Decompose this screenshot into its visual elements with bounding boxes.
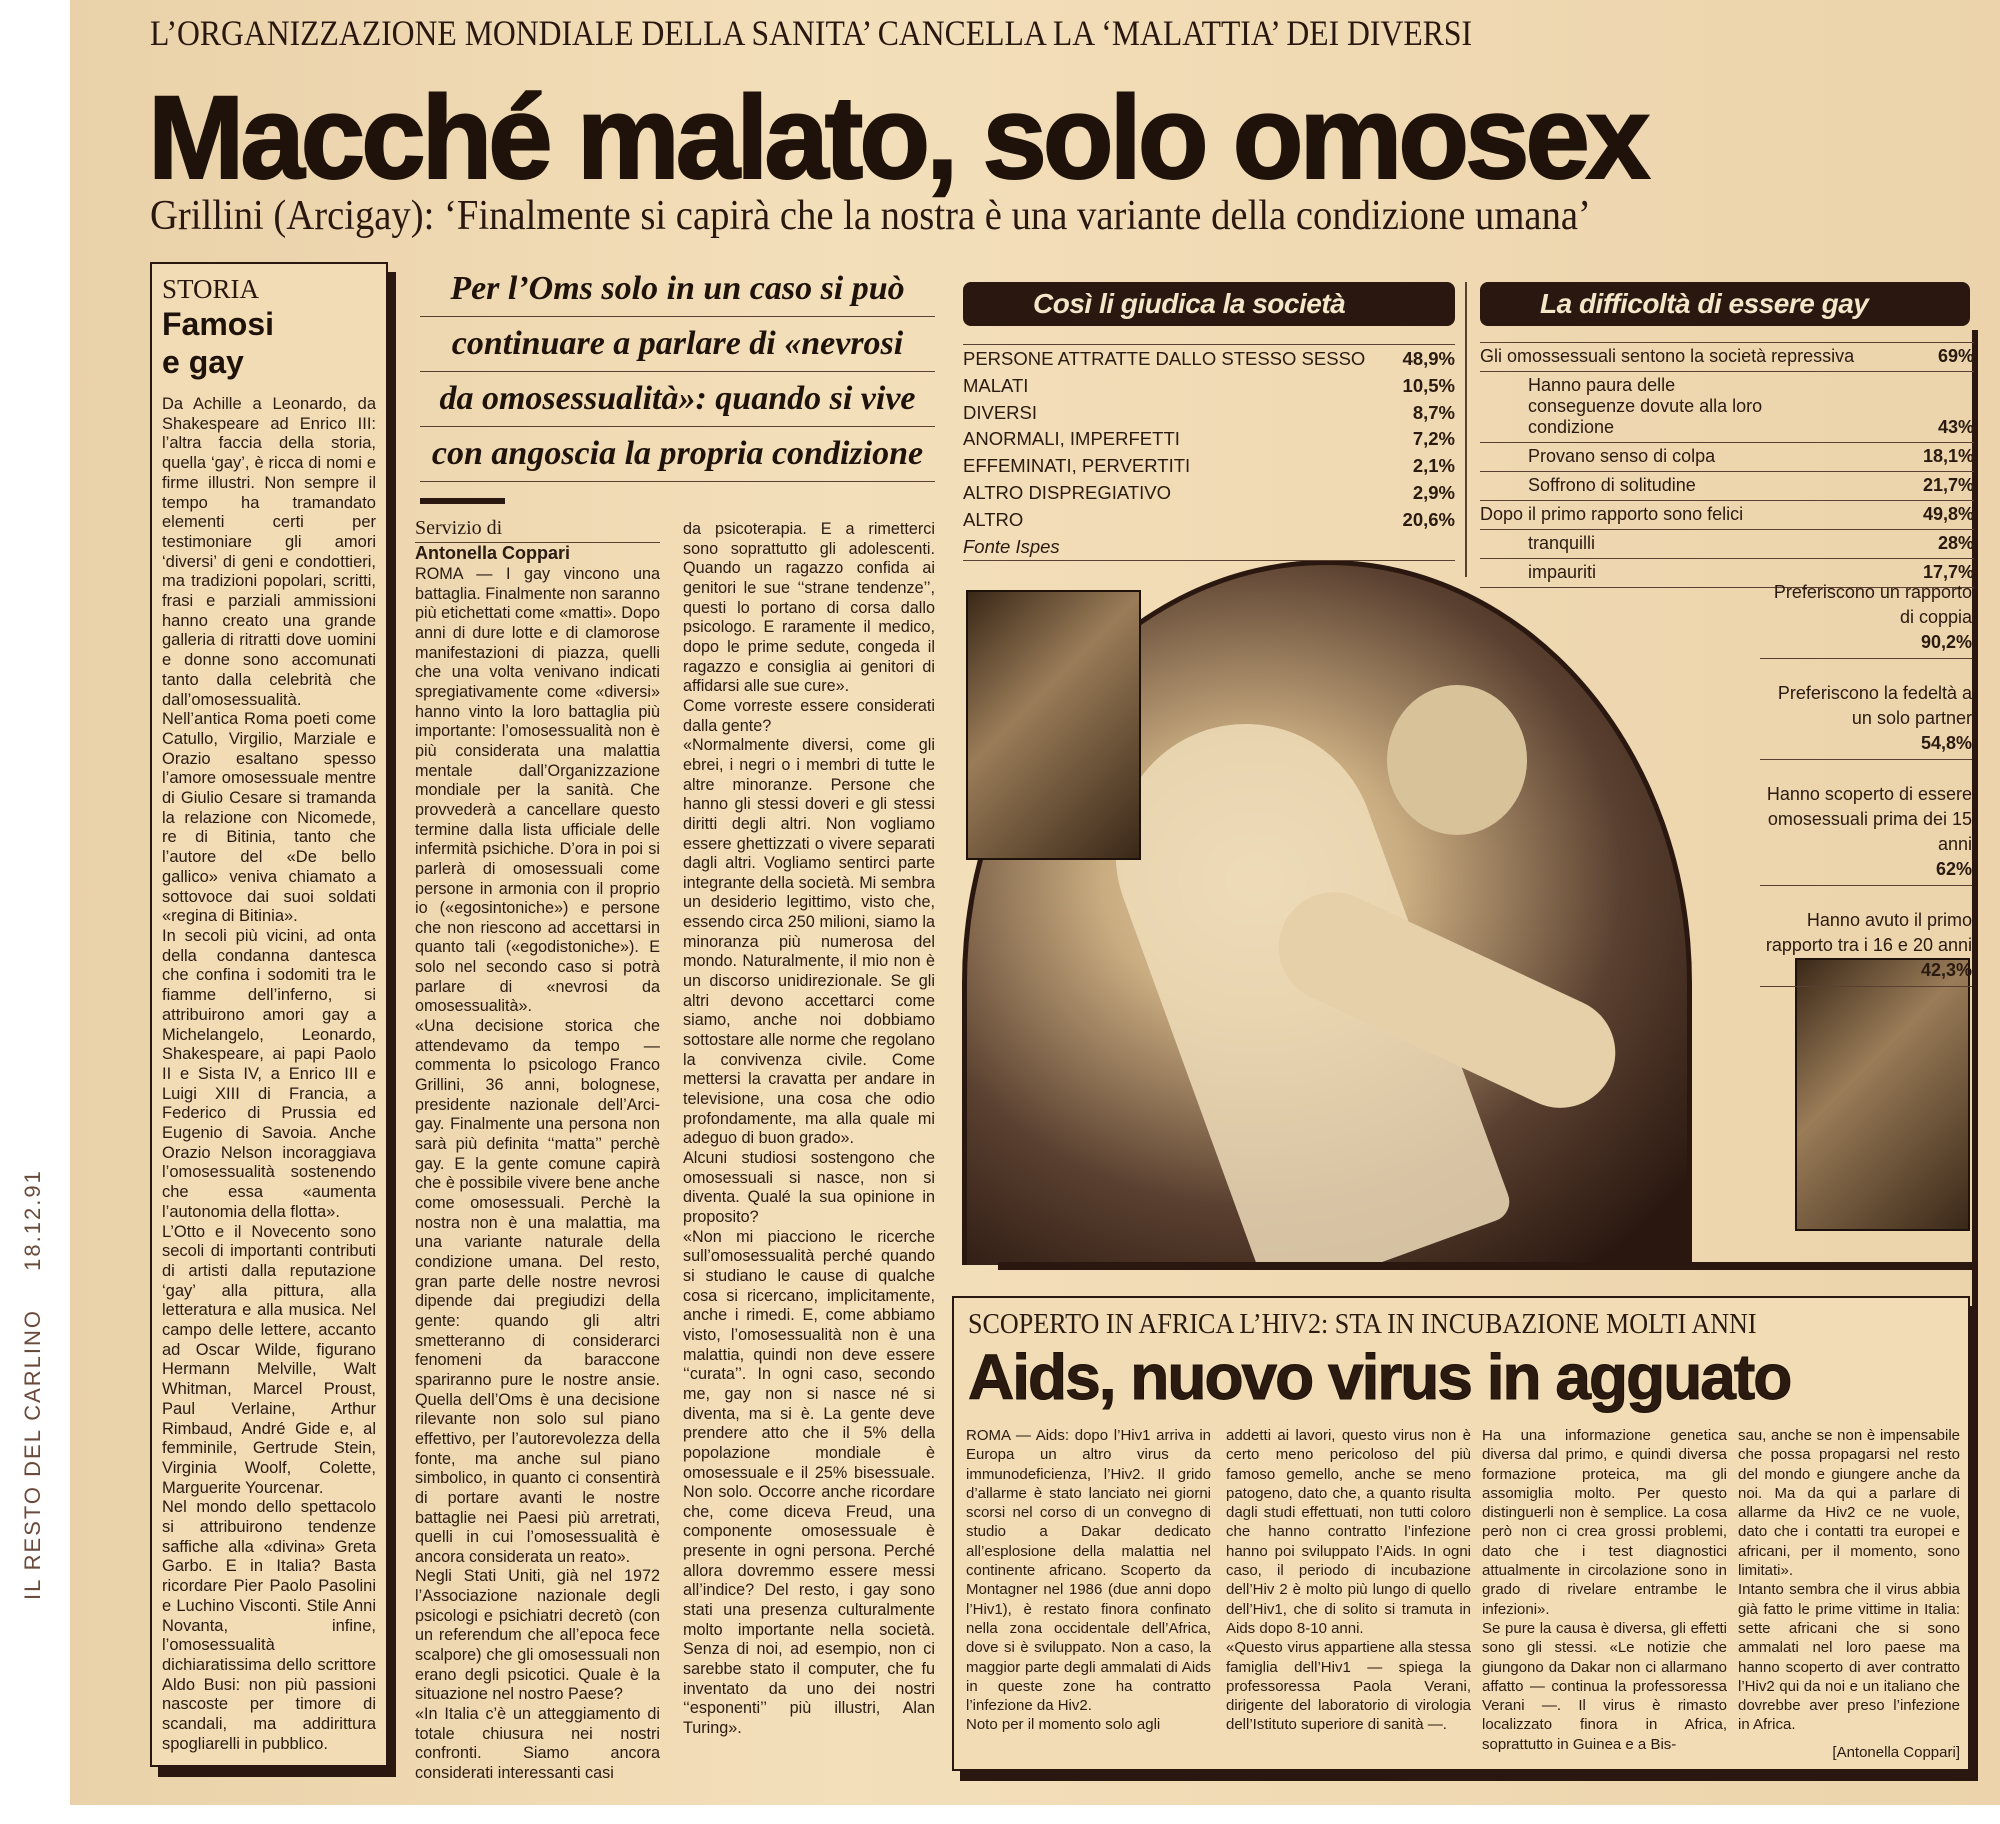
row-label: Soffrono di solitudine: [1528, 475, 1696, 495]
deck-line: continuare a parlare di «nevrosi: [420, 317, 935, 372]
sidebar-box-famosi-e-gay: [150, 262, 388, 1767]
table-row: [1480, 530, 1974, 559]
row-label: ALTRO DISPREGIATIVO: [963, 481, 1171, 503]
article-paragraph: «Normalmente diversi, come gli ebrei, i negri o i membri di tutte le altre minoranze. Persone che hanno gli stessi doveri e gli stessi diritti degli altri. Non vogliamo essere ghettizzati o vivere separati dagli altri. Vogliamo sentirci parte integrante della società. Mi sembra un desiderio legittimo, visto che, essendo circa 250 milioni, siamo la minoranza più numerosa del mondo. Naturalmente, il mio non è un discorso unidirezionale. Se gli altri devono accettarci come siamo, anche noi dobbiamo sottostare alle norme che regolano la convivenza civile. Come mettersi la cravatta per andare in televisione, una cosa che odio profondamente, ma alla quale mi adeguo di buon grado».: [683, 736, 935, 1148]
sidebar-paragraph: In secoli più vicini, ad onta della condanna dantesca che confina i sodomiti tra le fiamme dell’inferno, si attribuirono amori gay a Michelangelo, Leonardo, Shakespeare, ai papi Paolo II e Sista IV, a Enrico III e Luigi XIII di Francia, a Federico di Prussia ed Eugenio di Savoia. Anche Orazio Nelson incoraggiava l’omosessualità sostenendo che essa «aumenta l’autonomia della flotta».: [162, 926, 376, 1221]
sidebar-body: [162, 395, 376, 1755]
aids-kicker: SCOPERTO IN AFRICA L’HIV2: STA IN INCUBAZIONE MOLTI ANNI: [968, 1308, 1757, 1340]
article-deck: [420, 262, 935, 504]
stat-value: 42,3%: [1760, 958, 1972, 987]
table-row: [963, 399, 1455, 426]
row-value: 10,5%: [1402, 374, 1455, 396]
table-row: [1480, 472, 1974, 501]
row-label: DIVERSI: [963, 401, 1038, 423]
article-column-2: [683, 520, 935, 1739]
handwritten-margin-note: [20, 200, 50, 1600]
table-row: [963, 345, 1455, 372]
row-value: 7,2%: [1412, 428, 1455, 450]
row-value: 43%: [1937, 417, 1974, 437]
stat-label: Preferiscono la fedeltà a un solo partner: [1777, 683, 1972, 728]
table-difficulty: [1480, 342, 1974, 588]
aids-article-box: [952, 1296, 1970, 1771]
row-label: ANORMALI, IMPERFETTI: [963, 428, 1180, 450]
table-source: Fonte Ispes: [963, 533, 1455, 561]
stat-label: Hanno avuto il primo rapporto tra i 16 e 20 anni: [1765, 910, 1972, 955]
row-label: Dopo il primo rapporto sono felici: [1480, 504, 1744, 524]
byline-author: Antonella Coppari: [415, 543, 571, 563]
row-label: Provano senso di colpa: [1528, 446, 1716, 466]
row-label: tranquilli: [1528, 533, 1596, 553]
photo-base-rule: [998, 1262, 1978, 1270]
table-row: [963, 372, 1455, 399]
article-paragraph: Intanto sembra che il virus abbia già fatto le prime vittime in Italia: sette africani che si sono ammalati nel loro paese ma hanno scoperto di aver contratto l’Hiv2 qui da noi e un italiano che dovrebbe aver preso l’infezione in Africa.: [1738, 1581, 1960, 1734]
article-paragraph: «Una decisione storica che attendevamo da tempo — commenta lo psicologo Franco Grillini, 36 anni, bolognese, presidente nazionale dell’Arci-gay. Finalmente una persona non sarà più definita ‘‘matta’’ perchè gay. E la gente comune capirà che è possibile vivere bene anche come omosessuali. Perchè la nostra non è una malattia, ma una variante naturale della condizione umana. Del resto, gran parte delle nostre nevrosi dipende dai pregiudizi della gente: quando gli altri smetteranno di considerarci fenomeni da baraccone spariranno pure le nostre ansie. Quella dell’Oms è una decisione rilevante non solo sul piano effettivo, per l’autorevolezza della fonte, ma anche sul piano simbolico, in quanto ci consentirà di portare avanti le nostre battaglie nei Paesi più arretrati, quelli in cui l’omosessualità è ancora considerata un reato».: [415, 1017, 660, 1566]
stat-value: 90,2%: [1760, 630, 1972, 659]
column-divider: [1465, 282, 1467, 577]
table-row: [963, 506, 1455, 533]
row-value: 28%: [1937, 533, 1974, 553]
article-paragraph: ROMA — Aids: dopo l’Hiv1 arriva in Europa un altro virus da immunodeficienza, l’Hiv2. Il grido d’allarme è stato lanciato nei giorni scorsi nel corso di un convegno di studio a Dakar dedicato all’esplosione della malattia nel continente africano. Scoperto da Montagner nel 1986 (due anni dopo l’Hiv1), è restato finora confinato nella zona occidentale dell’Africa, dove si è sviluppato. Non a caso, la maggior parte degli ammalati di Aids in queste zone ha contratto l’infezione da Hiv2.: [966, 1427, 1211, 1715]
row-value: 17,7%: [1922, 562, 1974, 582]
article-paragraph: da psicoterapia. E a rimetterci sono soprattutto gli adolescenti. Quando un ragazzo confida ai genitori le sue ‘‘strane tendenze’’, questi lo portano di corsa dallo psicologo. E raramente il medico, dopo le prime sedute, congeda il ragazzo e consiglia ai genitori di affidarsi alle sue cure».: [683, 520, 935, 696]
row-label: PERSONE ATTRATTE DALLO STESSO SESSO: [963, 348, 1366, 369]
stat-label: Hanno scoperto di essere omosessuali prima dei 15 anni: [1766, 784, 1972, 854]
row-label: EFFEMINATI, PERVERTITI: [963, 455, 1191, 477]
main-headline: Macché malato, solo omosex: [148, 72, 1647, 204]
stat-item: [1760, 575, 1972, 664]
photo-figure-head: [1387, 685, 1527, 835]
sidebar-paragraph: Da Achille a Leonardo, da Shakespeare ad Enrico III: l’altra faccia della storia, quella ‘gay’, è ricca di nomi e firme illustri. Non sempre il tempo ha tramandato elementi certi per testimoniare gli amori ‘diversi’ di geni e condottieri, ma tradizioni popolari, scritti, frasi e parziali ammissioni hanno creato una grande galleria di ritratti dove uomini e donne sono accomunati tanto dalla celebrità che dall’omosessualità. Nell’antica Roma poeti come Catullo, Virgilio, Marziale e Orazio esaltano spesso l’amore omosessuale mentre di Giulio Cesare si tramanda la relazione con Nicomede, re di Bitinia, tanto che l’autore del «De bello gallico» veniva chiamato a sottovoce dai suoi soldati «regina di Bitinia».: [162, 395, 376, 926]
stat-item: [1760, 676, 1972, 765]
deck-rule: [420, 498, 505, 504]
main-subhead: Grillini (Arcigay): ‘Finalmente si capirà che la nostra è una variante della condizione umana’: [150, 193, 1591, 239]
row-value: 69%: [1937, 346, 1974, 366]
deck-line: Per l’Oms solo in un caso si può: [420, 262, 935, 317]
article-paragraph: sau, anche se non è impensabile che possa propagarsi nel resto del mondo e giungere anche da noi. Ma da qui a parlare di allarme da Hiv2 ce ne vuole, dato che i contatti tra europei e africani, per il momento, sono limitati».: [1738, 1427, 1960, 1580]
aids-signature: [Antonella Coppari]: [1832, 1743, 1960, 1761]
row-value: 20,6%: [1402, 508, 1455, 530]
row-label: ALTRO: [963, 508, 1024, 530]
row-value: 49,8%: [1922, 504, 1974, 524]
aids-column-4: [1738, 1426, 1960, 1762]
article-paragraph: Se pure la causa è diversa, gli effetti sono gli stessi. «Le notizie che giungono da Dakar non ci allarmano affatto — continua la professoressa Verani —. Il virus è rimasto localizzato finora in Africa, soprattutto in Guinea e a Bis-: [1482, 1619, 1727, 1753]
article-paragraph: «In Italia c’è un atteggiamento di totale chiusura nei nostri confronti. Siamo ancora considerati interessanti casi: [415, 1705, 660, 1783]
stat-value: 62%: [1760, 857, 1972, 886]
table-difficulty-title: La difficoltà di essere gay: [1480, 282, 1970, 326]
photo-inset-hand-left: [966, 590, 1141, 860]
row-label: Hanno paura delle conseguenze dovute alla loro condizione: [1528, 375, 1763, 437]
row-value: 8,7%: [1412, 401, 1455, 423]
table-row: [1480, 501, 1974, 530]
byline-prefix: Servizio di: [415, 517, 660, 543]
row-label: Gli omossessuali sentono la società repressiva: [1480, 346, 1855, 366]
stat-label: Preferiscono un rapporto di coppia: [1773, 582, 1972, 627]
article-paragraph: Noto per il momento solo agli: [966, 1716, 1161, 1734]
table-row: [1480, 443, 1974, 472]
sidebar-title-line1: Famosi: [162, 306, 275, 342]
row-value: 2,9%: [1412, 481, 1455, 503]
sidebar-paragraph: L’Otto e il Novecento sono secoli di importanti contributi di artisti dalla reputazione ‘gay’ alla pittura, alla letteratura e alla musica. Nel campo delle lettere, accanto ad Oscar Wilde, figurano Hermann Melville, Walt Whitman, Marcel Proust, Paul Verlaine, Arthur Rimbaud, André Gide e, al femminile, Gertrude Stein, Virginia Woolf, Colette, Marguerite Yourcenar.: [162, 1222, 376, 1497]
table-row: [963, 479, 1455, 506]
photo-inset-hand-right: [1795, 958, 1970, 1231]
margin-note-source: IL RESTO DEL CARLINO: [20, 1308, 45, 1600]
article-question: Alcuni studiosi sostengono che omosessuali si nasce, non si diventa. Qualé la sua opinione in proposito?: [683, 1149, 935, 1226]
article-paragraph: Ha una informazione genetica diversa dal primo, e quindi diversa formazione proteica, ma gli assomiglia molto. Per questo distinguerli non è semplice. La cosa però non ci crea grossi problemi, dato che i test diagnostici attualmente in circolazione sono in grado di rivelare entrambe le infezioni».: [1482, 1427, 1727, 1618]
row-value: 21,7%: [1922, 475, 1974, 495]
article-paragraph: addetti ai lavori, questo virus non è certo meno pericoloso del più famoso gemello, anche se meno patogeno, dato che, a quanto risulta dagli studi effettuati, non tutti coloro che hanno contratto l’infezione hanno poi sviluppato l’Aids. In ogni caso, il periodo di incubazione dell’Hiv 2 è molto più lungo di quello dell’Hiv1, che di solito si tramuta in Aids dopo 8-10 anni.: [1226, 1427, 1471, 1637]
main-kicker: L’ORGANIZZAZIONE MONDIALE DELLA SANITA’ CANCELLA LA ‘MALATTIA’ DEI DIVERSI: [150, 13, 1472, 53]
sidebar-title-line2: e gay: [162, 344, 244, 380]
article-paragraph: ROMA — I gay vincono una battaglia. Finalmente non saranno più etichettati come «matti». Dopo anni di dure lotte e di clamorose manifestazioni di piazza, quelli che una volta venivano indicati spregiativamente come «diversi» hanno vinto la loro battaglia più importante: l’omosessualità non è più considerata una malattia mentale dall’Organizzazione mondiale per la sanità. Che provvederà a cancellare questo termine dalla lista ufficiale delle infermità psichiche. D’ora in poi si parlerà di omosessuali come persone in armonia con il proprio io («egosintoniche») e persone che non riescono ad accettarsi in quanto tali («egodistoniche»). E solo nel secondo caso si potrà parlare di «nevrosi da omosessualità».: [415, 565, 660, 1016]
sidebar-paragraph: Nel mondo dello spettacolo si attribuirono tendenze saffiche alla «divina» Greta Garbo. E in Italia? Basta ricordare Pier Paolo Pasolini e Luchino Visconti. Stile Anni Novanta, infine, l’omosessualità dichiaratissima dello scrittore Aldo Busi: non più passioni nascoste per timore di scandali, ma addirittura spogliarelli in pubblico.: [162, 1498, 376, 1753]
stat-item: [1760, 777, 1972, 891]
stat-value: 54,8%: [1760, 731, 1972, 760]
deck-line: con angoscia la propria condizione: [420, 427, 935, 482]
table-row: [963, 452, 1455, 479]
article-paragraph: Negli Stati Uniti, già nel 1972 l’Associazione nazionale degli psicologi e psichiatri decretò (con un referendum che all’epoca fece scalpore) che gli omosessuali non erano degli psicotici. Quale è la situazione nel nostro Paese?: [415, 1567, 660, 1704]
aids-column-2: [1226, 1426, 1471, 1735]
row-label: MALATI: [963, 374, 1029, 396]
article-question: Come vorreste essere considerati dalla gente?: [683, 696, 935, 735]
table-society: [963, 344, 1455, 561]
row-value: 18,1%: [1922, 446, 1974, 466]
stat-item: [1760, 903, 1972, 992]
table-row: [1480, 343, 1974, 372]
stats-column: [1760, 575, 1972, 992]
byline: [415, 517, 660, 564]
margin-note-date: 18.12.91: [20, 1169, 45, 1271]
table-row: [1480, 372, 1974, 443]
deck-line: da omosessualità»: quando si vive: [420, 372, 935, 427]
article-paragraph: «Questo virus appartiene alla stessa famiglia dell’Hiv1 — spiega la professoressa Paola Verani, dirigente del laboratorio di virologia dell’Istituto superiore di sanità —.: [1226, 1639, 1471, 1734]
row-value: 2,1%: [1412, 455, 1455, 477]
row-label: impauriti: [1528, 562, 1597, 582]
article-paragraph: «Non mi piacciono le ricerche sull’omosessualità perché quando si studiano le cause di qualche cosa si ricercano, implicitamente, anche i rimedi. E, come abbiamo visto, l’omosessualità non è una malattia, quindi non deve essere ‘‘curata’’. In ogni caso, secondo me, gay non si nasce né si diventa, ma si è. La gente deve prendere atto che il 5% della popolazione mondiale è omosessuale e il 25% bisessuale. Non solo. Occorre anche ricordare che, come diceva Freud, una componente omosessuale è presente in ogni persona. Perché allora dovremmo essere messi all’indice? Del resto, i gay sono stati una presenza culturalmente molto importante nella società. Senza di noi, ad esempio, non ci sarebbe stato il computer, che fu inventato da uno dei nostri ‘‘esponenti’’ più illustri, Alan Turing».: [683, 1227, 935, 1738]
aids-headline: Aids, nuovo virus in agguato: [968, 1341, 1791, 1413]
article-column-1: [415, 565, 660, 1784]
sidebar-tag: STORIA: [162, 274, 260, 304]
aids-column-3: [1482, 1426, 1727, 1754]
table-society-title: Così li giudica la società: [963, 282, 1455, 326]
aids-column-1: [966, 1426, 1211, 1735]
row-value: 48,9%: [1402, 348, 1455, 369]
table-row: [963, 425, 1455, 452]
